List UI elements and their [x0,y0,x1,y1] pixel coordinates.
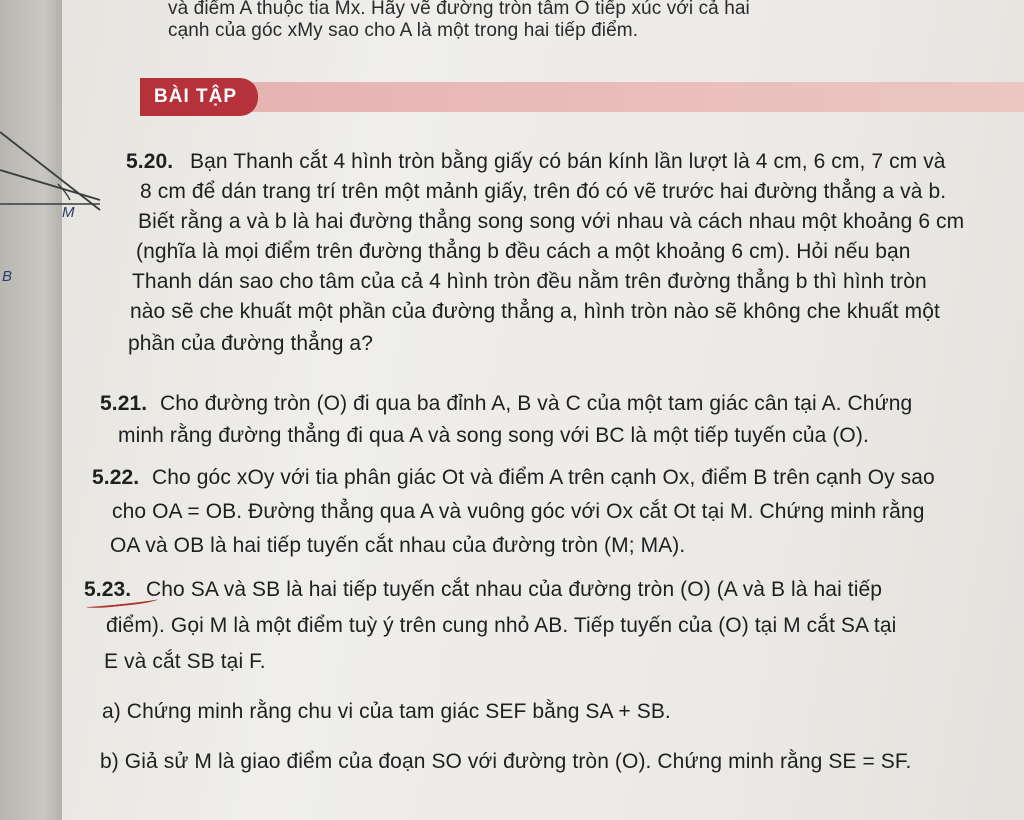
exercise-line: Cho đường tròn (O) đi qua ba đỉnh A, B và C của một tam giác cân tại A. Chứng [160,392,913,415]
exercise-part-a: a) Chứng minh rằng chu vi của tam giác SEF bằng SA + SB. [102,700,671,723]
exercise-line: nào sẽ che khuất một phần của đường thẳng a, hình tròn nào sẽ không che khuất một [130,300,940,323]
margin-figure [0,0,140,320]
intro-line-2: cạnh của góc xMy sao cho A là một trong hai tiếp điểm. [168,20,639,41]
figure-line [0,170,100,200]
exercise-line: Thanh dán sao cho tâm của cả 4 hình tròn đều nằm trên đường thẳng b thì hình tròn [132,270,927,293]
exercise-line: Bạn Thanh cắt 4 hình tròn bằng giấy có bán kính lần lượt là 4 cm, 6 cm, 7 cm và [190,150,946,173]
angle-arc [58,184,70,200]
exercise-part-b: b) Giả sử M là giao điểm của đoạn SO với đường tròn (O). Chứng minh rằng SE = SF. [100,750,912,773]
exercise-line: Cho SA và SB là hai tiếp tuyến cắt nhau của đường tròn (O) (A và B là hai tiếp [146,578,883,601]
exercise-line: Cho góc xOy với tia phân giác Ot và điểm A trên cạnh Ox, điểm B trên cạnh Oy sao [152,466,935,489]
section-header-stripe [250,82,1024,112]
exercise-line: phần của đường thẳng a? [128,332,373,355]
exercise-line: cho OA = OB. Đường thẳng qua A và vuông góc với Ox cắt Ot tại M. Chứng minh rằng [112,500,925,523]
exercise-number: 5.21. [100,392,148,415]
intro-line-1: và điểm A thuộc tia Mx. Hãy vẽ đường tròn tâm O tiếp xúc với cả hai [168,0,750,19]
exercise-line: điểm). Gọi M là một điểm tuỳ ý trên cung nhỏ AB. Tiếp tuyến của (O) tại M cắt SA tại [106,614,897,637]
exercise-line: E và cắt SB tại F. [104,650,266,673]
exercise-line: minh rằng đường thẳng đi qua A và song song với BC là một tiếp tuyến của (O). [118,424,869,447]
exercise-line: (nghĩa là mọi điểm trên đường thẳng b đều cách a một khoảng 6 cm). Hỏi nếu bạn [136,240,911,263]
exercise-number: 5.22. [92,466,140,489]
margin-label-m: M [62,204,75,221]
section-title: BÀI TẬP [140,78,258,116]
exercise-number: 5.20. [126,150,174,173]
exercise-line: Biết rằng a và b là hai đường thẳng song song với nhau và cách nhau một khoảng 6 cm [138,210,965,233]
figure-line [0,132,100,210]
margin-label-b: B [2,268,13,285]
exercise-line: OA và OB là hai tiếp tuyến cắt nhau của đường tròn (M; MA). [110,534,686,557]
exercise-number: 5.23. [84,578,132,601]
exercise-line: 8 cm để dán trang trí trên một mảnh giấy, trên đó có vẽ trước hai đường thẳng a và b. [140,180,947,203]
